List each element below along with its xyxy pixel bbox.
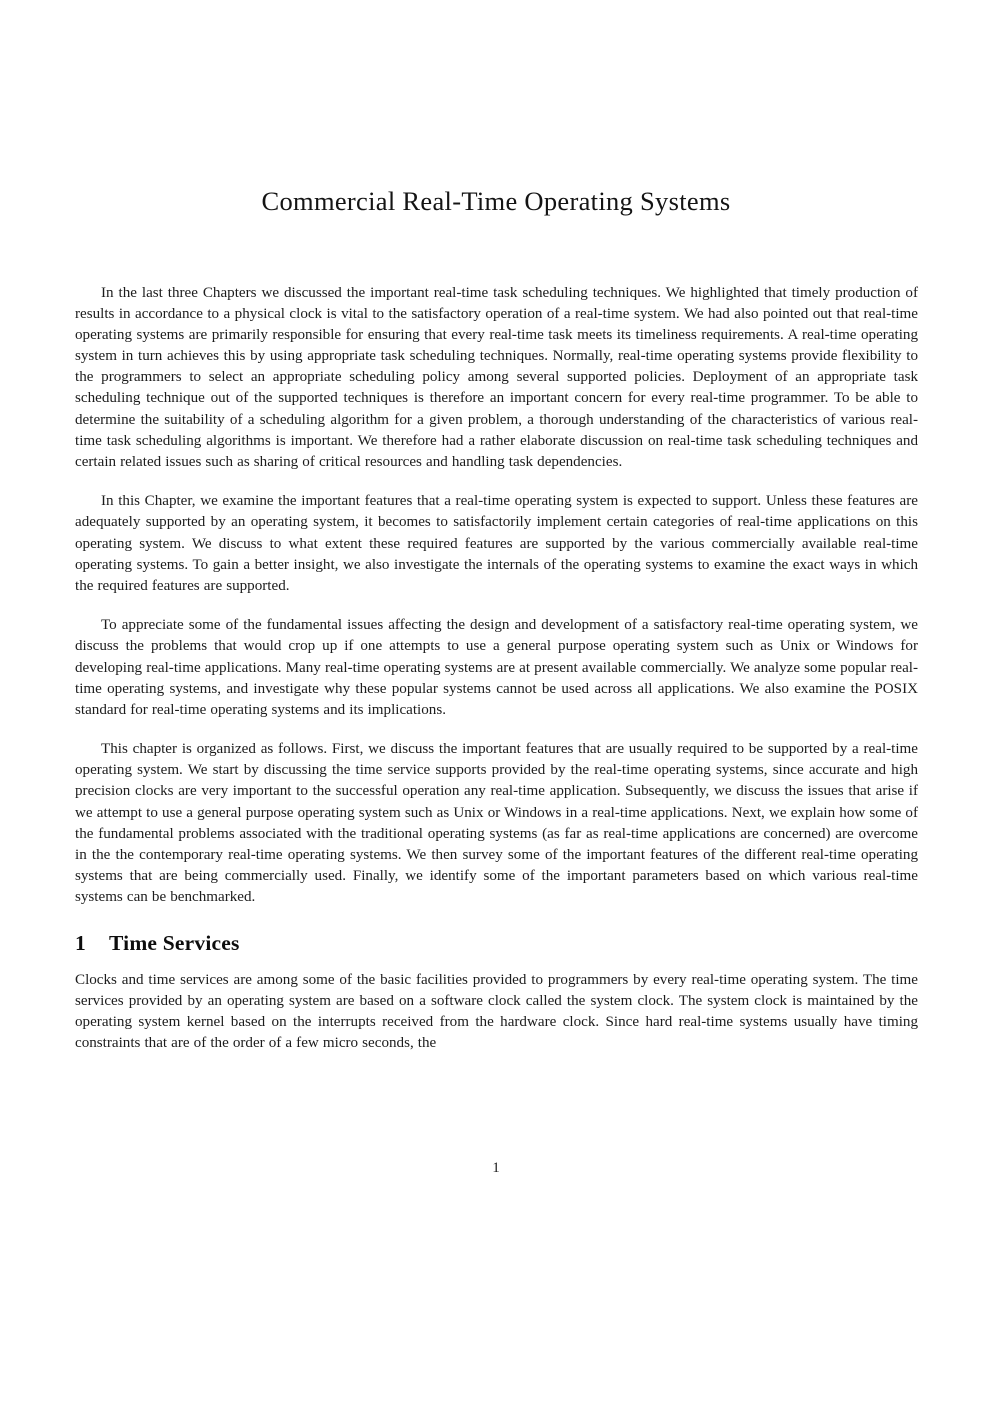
section-heading [75,930,918,956]
paragraph: In this Chapter, we examine the important features that a real-time operating system is expected to support. Unless these features are adequately supported by an operating system, it becomes to satisfactorily implement certain categories of real-time applications on this operating system. We discuss to what extent these required features are supported by the various commercially available real-time operating systems. To gain a better insight, we also investigate the internals of the operating systems to examine the exact ways in which the required features are supported. [75,493,918,594]
section-number: 1 [75,931,86,956]
paragraph: In the last three Chapters we discussed the important real-time task scheduling techniques. We highlighted that timely production of results in accordance to a physical clock is vital to the satisfactory operation of a real-time system. We had also pointed out that real-time operating systems are primarily responsible for ensuring that every real-time task meets its timeliness requirements. A real-time operating system in turn achieves this by using appropriate task scheduling techniques. Normally, real-time operating systems provide flexibility to the programmers to select an appropriate scheduling policy among several supported policies. Deployment of an appropriate task scheduling technique out of the supported techniques is therefore an important concern for every real-time programmer. To be able to determine the suitability of a scheduling algorithm for a given problem, a thorough understanding of the characteristics of various real-time task scheduling algorithms is important. We therefore had a rather elaborate discussion on real-time task scheduling techniques and certain related issues such as sharing of critical resources and handling task dependencies. [75,285,918,470]
page-number: 1 [492,1160,500,1176]
body-text-column [75,283,918,1073]
page-title: Commercial Real-Time Operating Systems [261,185,731,216]
section-title: Time Services [109,931,240,956]
paragraph: This chapter is organized as follows. First, we discuss the important features that are usually required to be supported by a real-time operating system. We start by discussing the time service supports provided by the real-time operating systems, since accurate and high precision clocks are very important to the successful operation any real-time application. Subsequently, we discuss the issues that arise if we attempt to use a general purpose operating system such as Unix or Windows in a real-time applications. Next, we explain how some of the fundamental problems associated with the traditional operating systems (as far as real-time applications are concerned) are overcome in the the contemporary real-time operating systems. We then survey some of the important features of the different real-time operating systems that are being commercially used. Finally, we identify some of the important parameters based on which various real-time systems can be benchmarked. [75,741,918,905]
section-body-paragraph: Clocks and time services are among some of the basic facilities provided to programmers by every real-time operating system. The time services provided by an operating system are based on a software clock called the system clock. The system clock is maintained by the operating system kernel based on the interrupts received from the hardware clock. Since hard real-time systems usually have timing constraints that are of the order of a few micro seconds, the [75,972,918,1052]
paragraph: To appreciate some of the fundamental issues affecting the design and development of a satisfactory real-time operating system, we discuss the problems that would crop up if one attempts to use a general purpose operating system such as Unix or Windows for developing real-time applications. Many real-time operating systems are at present available commercially. We analyze some popular real-time operating systems, and investigate why these popular systems cannot be used across all applications. We also examine the POSIX standard for real-time operating systems and its implications. [75,617,918,718]
